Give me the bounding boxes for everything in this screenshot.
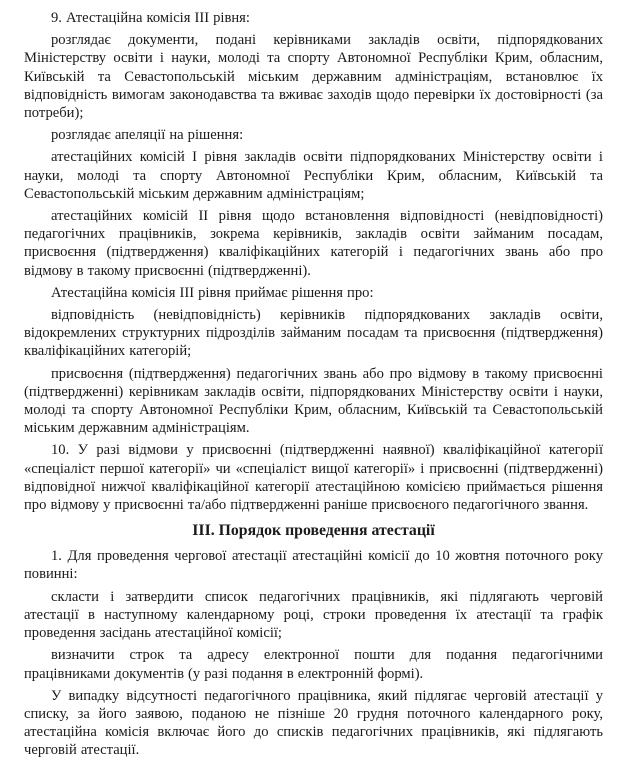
paragraph-absence-from-list: У випадку відсутності педагогічного працівника, який підлягає черговій атестації у списку, за його заявою, поданою не пізніше 20 грудня поточного календарного року, атестаційна комісія включає його до списків педагогічних працівників, які підлягають черговій атестації. <box>24 687 603 759</box>
paragraph-appeals-level-1-commissions: атестаційних комісій I рівня закладів освіти підпорядкованих Міністерству освіти і науки, молоді та спорту Автономної Республіки Крим, обласним, Київській та Севастопольській міським державним адміністраціям; <box>24 149 603 202</box>
paragraph-appeals-level-2-commissions: атестаційних комісій II рівня щодо встановлення відповідності (невідповідності) педагогічних працівників, зокрема керівників, закладів освіти займаним посадам, присвоєння (підтвердження) кваліфікаційних категорій і педагогічних звань або про відмову в такому присвоєнні (підтвердженні). <box>24 208 603 279</box>
paragraph-item-10-refusal-rule: 10. У разі відмови у присвоєнні (підтвердженні наявної) кваліфікаційної категорії «спеціаліст першої категорії» чи «спеціаліст вищої категорії» і присвоєнні (підтвердженні) відповідної нижчої кваліфікаційної категорії атестаційною комісією приймається рішення про відмову у присвоєнні та/або підтвердженні раніше присвоєного педагогічного звання. <box>24 442 603 514</box>
paragraph-decision-pedagogical-titles: присвоєння (підтвердження) педагогічних звань або про відмову в такому присвоєнні (підтвердженні) керівникам закладів освіти, підпорядкованих Міністерству освіти і науки, молоді та спорту Автономної Республіки Крим, обласним, Київській та Севастопольській міським державним адміністраціям. <box>24 365 603 437</box>
paragraph-reviews-documents: розглядає документи, подані керівниками закладів освіти, підпорядкованих Міністерству освіти і науки, молоді та спорту Автономної Республіки Крим, обласним, Київській та Севастопольській міським державним адміністраціям, встановлює їх відповідність вимогам законодавства та вживає заходів щодо перевірки їх достовірності (за потреби); <box>24 32 603 122</box>
paragraph-commission-level-3-intro: 9. Атестаційна комісія III рівня: <box>51 10 250 26</box>
paragraph-reviews-appeals: розглядає апеляції на рішення: <box>51 127 244 144</box>
paragraph-item-1-october-deadline: 1. Для проведення чергової атестації атестаційні комісії до 10 жовтня поточного року повинні: <box>24 548 603 583</box>
paragraph-decision-compliance: відповідність (невідповідність) керівників підпорядкованих закладів освіти, відокремлених структурних підрозділів займаним посадам та присвоєння (підтвердження) кваліфікаційних категорій; <box>24 307 603 360</box>
section-heading: III. Порядок проведення атестації <box>192 522 435 540</box>
paragraph-approve-attestation-list: скласти і затвердити список педагогічних працівників, які підлягають черговій атестації в наступному календарному році, строки проведення їх атестації та графік проведення засідань атестаційної комісії; <box>24 588 603 642</box>
paragraph-set-email-deadline: визначити строк та адресу електронної пошти для подання педагогічними працівниками документів (у разі подання в електронній формі). <box>24 647 603 682</box>
paragraph-decisions-intro: Атестаційна комісія III рівня приймає рішення про: <box>51 284 374 301</box>
